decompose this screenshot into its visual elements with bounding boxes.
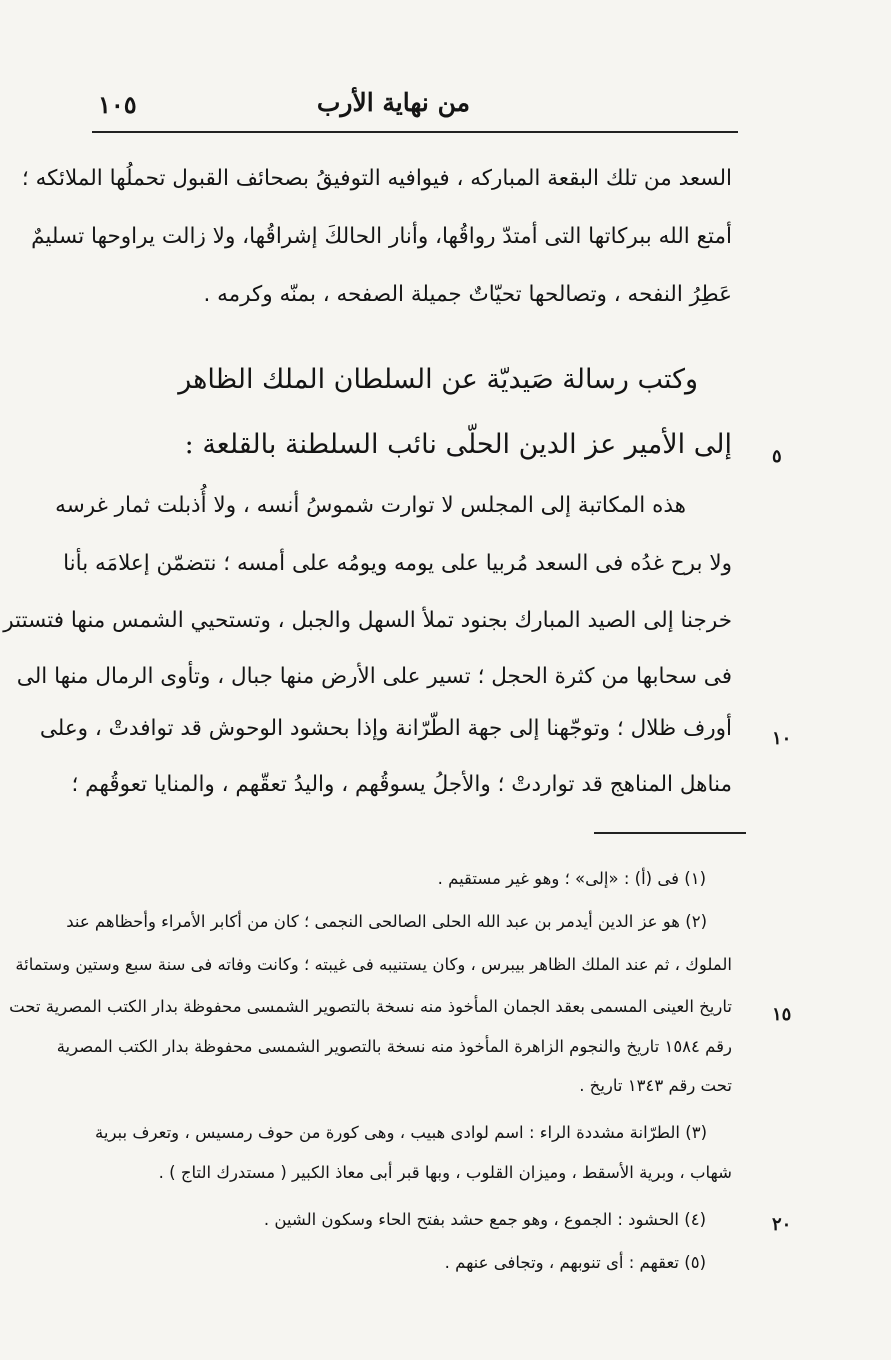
footnote-5: (٥) تعقهم : أى تنوبهم ، وتجافى عنهم .: [444, 1253, 706, 1272]
letter-line-1: هذه المكاتبة إلى المجلس لا توارت شموسُ أنسه ، ولا أُذبلت ثمار غرسه: [55, 493, 686, 518]
footnote-1: (١) فى (أ) : «إلى» ؛ وهو غير مستقيم .: [437, 869, 706, 888]
footnote-rule: [594, 832, 746, 834]
line-marker-5: ٥: [772, 446, 782, 467]
letter-line-2: ولا برح غدُه فى السعد مُربيا على يومه ويومُه على أمسه ؛ نتضمّن إعلامَه بأنا: [63, 551, 732, 576]
line-marker-20: ٢٠: [772, 1214, 792, 1235]
running-title: من نهاية الأرب: [316, 88, 470, 117]
line-marker-10: ١٠: [772, 728, 792, 749]
body-line-3: عَطِرُ النفحه ، وتصالحها تحيّاتٌ جميلة الصفحه ، بمنّه وكرمه .: [203, 282, 732, 307]
letter-line-6: مناهل المناهج قد تواردتْ ؛ والأجلُ يسوقُهم ، واليدُ تعقّهم ، والمنايا تعوقُهم ؛: [71, 772, 732, 797]
footnote-3-line-1: (٣) الطرّانة مشددة الراء : اسم لوادى هبيب ، وهى كورة من حوف رمسيس ، وتعرف ببرية: [95, 1123, 707, 1142]
letter-heading-2: إلى الأمير عز الدين الحلّى نائب السلطنة بالقلعة :: [184, 429, 732, 460]
footnote-2-line-2: الملوك ، ثم عند الملك الظاهر بيبرس ، وكان يستنيبه فى غيبته ؛ وكانت وفاته فى سنة سبع وستين وستمائة: [15, 955, 732, 974]
header-rule: [92, 131, 738, 133]
footnote-4: (٤) الحشود : الجموع ، وهو جمع حشد بفتح الحاء وسكون الشين .: [263, 1210, 706, 1229]
letter-line-4: فى سحابها من كثرة الحجل ؛ تسير على الأرض منها جبال ، وتأوى الرمال منها الى: [16, 664, 732, 689]
letter-line-3: خرجنا إلى الصيد المبارك بجنود تملأ السهل والجبل ، وتستحيي الشمس منها فتستتر: [3, 608, 732, 633]
letter-line-5: أورف ظلال ؛ وتوجّهنا إلى جهة الطّرّانة وإذا بحشود الوحوش قد توافدتْ ، وعلى: [39, 716, 732, 741]
letter-heading-1: وكتب رسالة صَيديّة عن السلطان الملك الظاهر: [178, 364, 698, 395]
body-line-2: أمتع الله ببركاتها التى أمتدّ رواقُها، وأنار الحالكَ إشراقُها، ولا زالت يراوحها تسليمٌ: [31, 224, 732, 249]
footnote-2-line-4: رقم ١٥٨٤ تاريخ والنجوم الزاهرة المأخوذ منه نسخة بالتصوير الشمسى محفوظة بدار الكتب المصرية: [56, 1037, 732, 1056]
footnote-3-line-2: شهاب ، وبرية الأسقط ، وميزان القلوب ، وبها قبر أبى معاذ الكبير ( مستدرك التاج ) .: [158, 1163, 732, 1182]
page-header: [92, 82, 738, 126]
footnote-2-line-3: تاريخ العينى المسمى بعقد الجمان المأخوذ منه نسخة بالتصوير الشمسى محفوظة بدار الكتب المصرية تحت: [9, 997, 732, 1016]
body-line-1: السعد من تلك البقعة المباركه ، فيوافيه التوفيقُ بصحائف القبول تحملُها الملائكه ؛: [21, 166, 732, 191]
footnote-2-line-5: تحت رقم ١٣٤٣ تاريخ .: [579, 1076, 732, 1095]
footnote-2-line-1: (٢) هو عز الدين أيدمر بن عبد الله الحلى الصالحى النجمى ؛ كان من أكابر الأمراء وأحظاهم عند: [66, 912, 707, 931]
page-number: ١٠٥: [98, 90, 137, 119]
line-marker-15: ١٥: [772, 1004, 792, 1025]
